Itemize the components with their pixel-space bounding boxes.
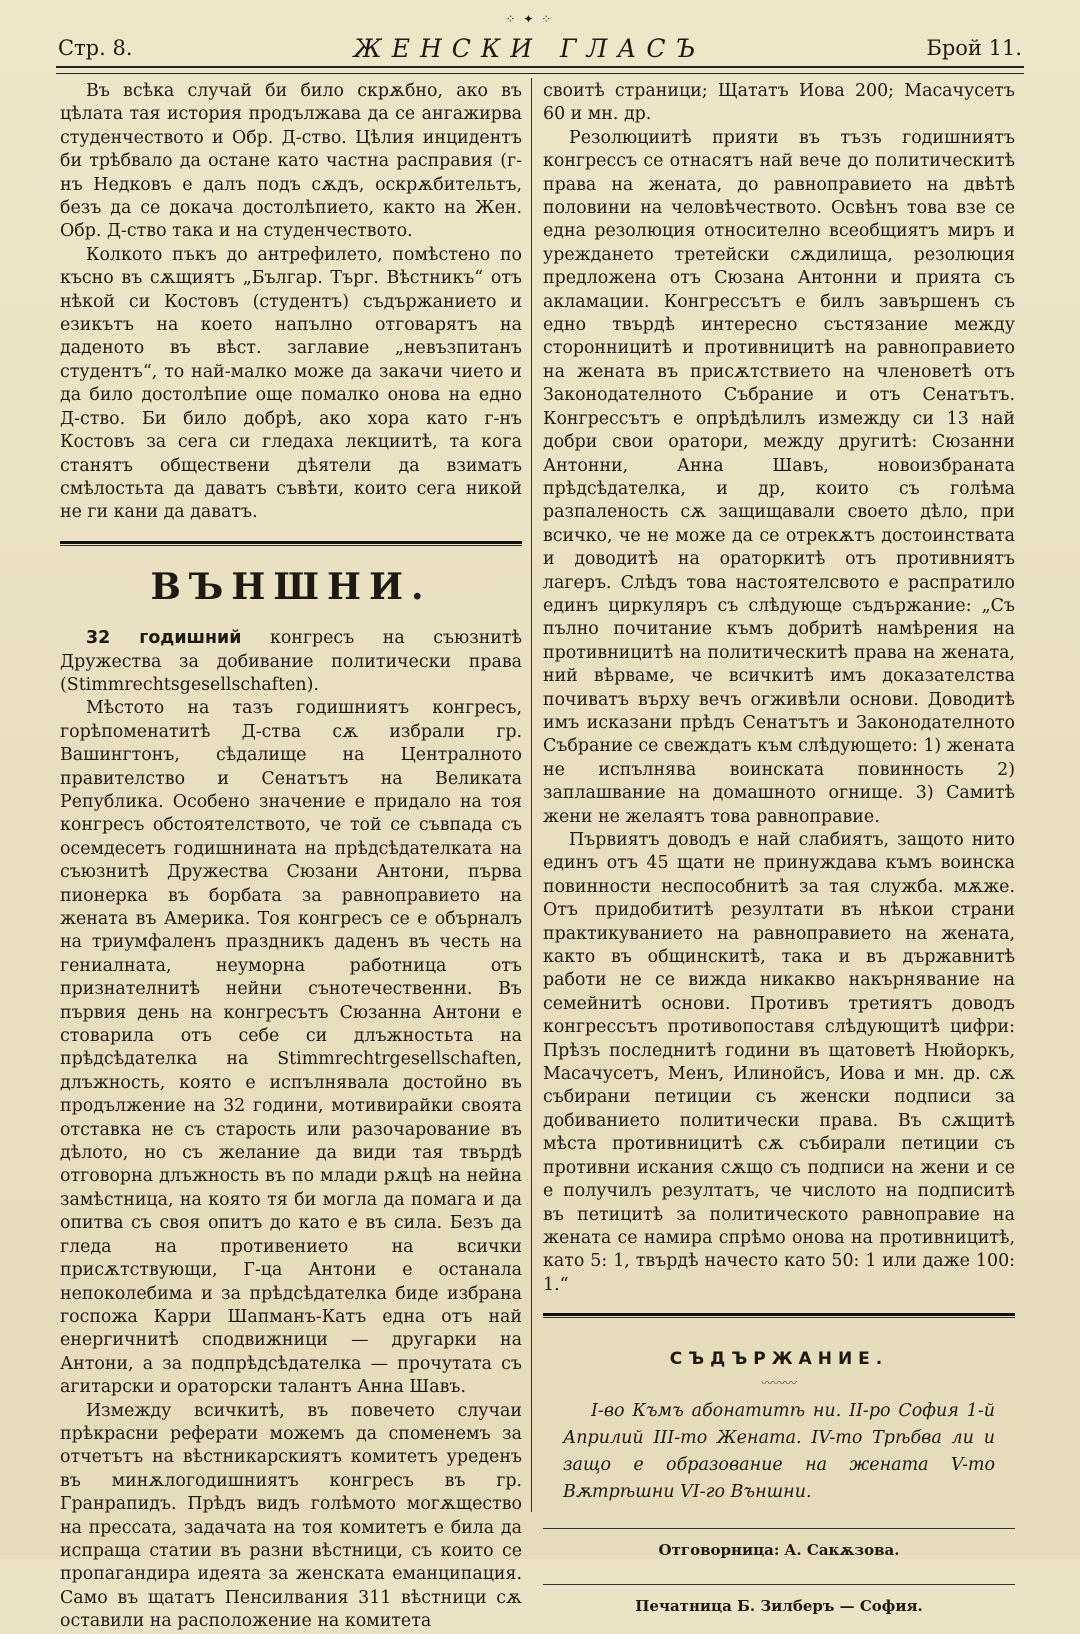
column-divider (531, 78, 532, 1512)
lead-phrase: 32 годишний (86, 628, 242, 649)
paragraph: Въ всѣка случай би било скрѫбно, ако въ цѣлата тая история продължава да се ангажирва студенчеството и Обр. Д-ство. Цѣлия инцидентъ би трѣбвало да остане като частна расправия (г-нъ Недковъ е далъ подъ сѫдъ, оскрѫбительтъ, безъ да се докача достолѣпието, както на Жен. Обр. Д-ство така и на студенчеството. (60, 81, 522, 242)
editor-label: Отговорница: (658, 1540, 780, 1559)
masthead-title (353, 11, 706, 63)
paragraph: Резолюциитѣ прияти въ тъзъ годишниятъ конгрессъ се отнасятъ най вече до политическитѣ права на жената, до равноправието на двѣтѣ половини на человѣчеството. Освѣнъ това взе се една резолюция относително всеобщиятъ миръ и уреждането третейски сѫдилища, резолюция предложена отъ Сюзана Антонни и прията съ акламации. Конгрессътъ е билъ завършенъ съ едно твърдѣ интересно състязание между сторонницитѣ и противницитѣ на равноправието на жената въ присѫтствието на членоветѣ отъ Законодателното Събрание и отъ Сенатътъ. Конгрессътъ е опрѣдѣлилъ измежду си 13 най добри свои оратори, между другитѣ: Сюзанни Антонни, Анна Шавъ, новоизбраната прѣдсѣдателка, и др, които съ голѣма разпаленость сѫ защищавали своето дѣло, при всичко, че не може да се отрекѫтъ достоинствата и доводитѣ на ораторкитѣ отъ противниятъ лагеръ. Слѣдъ това настоятелсвото е распратило единъ циркуляръ съ слѣдующе съдържание: „Съ пълно почитание къмъ добритѣ намѣрения на противницитѣ на политическитѣ права на жената, ний вѣрваме, че всичкитѣ имъ доказателства почиватъ върху вечъ огживѣли основи. Доводитѣ имъ исказани прѣдъ Сенатътъ и Законодателното Събрание се свеждатъ към слѣдующето: 1) жената не испълнява воинската повинность 2) заплашвание на домашното огнище. 3) Самитѣ жени не желаятъ това равноправие. (543, 127, 1015, 827)
contents-title: СЪДЪРЖАНИЕ. (669, 1349, 889, 1370)
contents-text: I-во Къмъ абонатитѣ ни. II-ро София 1-й Априлий III-то Жената. IV-то Трѣбва ли и защо е образование на жената V-то Вѫтрѣшни VI-го Външни. (563, 1400, 995, 1502)
page-header (58, 11, 1022, 68)
footer-rule (543, 1584, 1015, 1585)
right-column (543, 80, 1015, 1624)
editor-line (543, 1539, 1015, 1562)
paragraph: Измежду всичкитѣ, въ повечето случаи прѣкрасни реферати можемъ да споменемъ за отчетътъ на вѣстникарскиятъ комитетъ уреденъ въ минѫлогодишниятъ конгресъ въ гр. Гранрапидъ. Прѣдъ видъ голѣмото могѫщество на прессата, задачата на тоя комитетъ е била да испраща статии въ разни вѣстници, съ които се пропагандира идеята за женската еманципация. Само въ щататъ Пенсилвания 311 вѣстници сѫ оставили на расположение на комитета (60, 1400, 522, 1632)
contents-squiggle: 〰〰〰 (760, 1375, 797, 1390)
contents-list (543, 1398, 1015, 1506)
paragraph: Първиятъ доводъ е най слабиятъ, защото нито единъ отъ 45 щати не принуждава къмъ воинска повинности неспособнитѣ за тая служба. мѫже. Отъ придобититѣ резултати въ нѣкои страни практикуванието на равноправието на жената, както въ общинскитѣ, така и въ държавнитѣ работи не се вижда никакво накърнявание на семейнитѣ основи. Противъ третиятъ доводъ конгрессътъ противопоставя слѣдующитѣ цифри: Прѣзъ последнитѣ години въ щатоветѣ Нюйоркъ, Масачусетъ, Менъ, Илинойсъ, Иова и мн. др. сѫ събирани петиции съ женски подписи за добиванието политически права. Въ сѫщитѣ мѣста противницитѣ сѫ събирали петиции съ противни искания сѫщо съ подписи на жени и се е получилъ резултатъ, че числото на подписитѣ въ петицитѣ за политическото равноправие на жената се намира спрѣмо онова на противницитѣ, като 5: 1, твърдѣ начесто като 50: 1 или даже 100: 1.“ (543, 830, 1015, 1295)
printer-text: Печатница Б. Зилберъ — София. (635, 1596, 923, 1615)
section-separator (60, 541, 522, 546)
footer-rule (543, 1528, 1015, 1529)
printer-line (543, 1595, 1015, 1618)
header-rule (56, 66, 1024, 74)
paragraph: своитѣ страници; Щататъ Иова 200; Масачусетъ 60 и мн. др. (543, 81, 1015, 125)
section-separator (543, 1313, 1015, 1318)
paragraph (60, 627, 522, 697)
masthead-ornament: ⁘ ✦ ⁘ (505, 11, 554, 26)
paragraph-text: конгресъ на съюзнитѣ Дружества за добивание политически права (Stimmrechtsgesellschaften). (60, 628, 522, 695)
masthead-text: ЖЕНСКИ ГЛАСЪ (353, 33, 706, 63)
editor-name: А. Сакѫзова. (784, 1540, 900, 1559)
paragraph: Мѣстото на тазъ годишниятъ конгресъ, горѣпоменатитѣ Д-ства сѫ избрали гр. Вашингтонъ, сѣдалище на Централното правителство и Сенатътъ на Великата Република. Особено значение е придало на тоя конгресъ обстоятелството, че той се съвпада съ осемдесетъ годишнината на прѣдсѣдателката на съюзнитѣ Дружества Сюзани Антони, първа пионерка въ борбата за равноправието на жената въ Америка. Тоя конгресъ се е обърналъ на триумфаленъ праздникъ даденъ въ честь на гениалната, неуморна работница отъ признателнитѣ нейни сънотечественни. Въ първия день на конгресътъ Сюзанна Антони е стоварила отъ себе си длъжностьта на прѣдсѣдателка на Stimmrechtrgesellschaften, длъжность, която е испълнявала достойно въ продължение на 32 години, мотивирайки своята отставка не съ старость или разочарование въ дѣлото, но съ желание да види тая твърдѣ отговорна длъжность въ по млади рѫцѣ на нейна замѣстница, на която тя би могла да помага и да опитва съ своя опитъ до като е въ сила. Безъ да гледа на противението на всички присѫтствующи, Г-ца Антони е останала непоколебима и за прѣдсѣдателка биде избрана госпожа Карри Шапманъ-Катъ една отъ най енергичнитѣ сподвижници — другарки на Антони, а за подпрѣдсѣдателка — прочутата съ агитарски и ораторски талантъ Анна Шавъ. (60, 698, 522, 1398)
paragraph: Колкото пъкъ до антрефилето, помѣстено по късно въ сѫщиятъ „Българ. Търг. Вѣстникъ“ отъ нѣкой си Костовъ (студентъ) съдържанието и езикътъ на което напълно отговарятъ на даденото въ вѣст. заглавие „невъзпитанъ студентъ“, то най-малко може да закачи чието и да било достолѣпие още помалко онова на едно Д-ство. Би било добрѣ, ако хора като г-нъ Костовъ за сега си гледаха лекциитѣ, та кога станятъ обществени дѣятели да взиматъ смѣлостьта да даватъ съвѣти, които сега никой не ги кани да даватъ. (60, 244, 522, 523)
page-number: Стр. 8. (58, 36, 133, 60)
left-column (60, 80, 522, 1634)
issue-number: Брой 11. (926, 36, 1022, 60)
section-title-foreign: ВЪНШНИ. (150, 565, 432, 608)
